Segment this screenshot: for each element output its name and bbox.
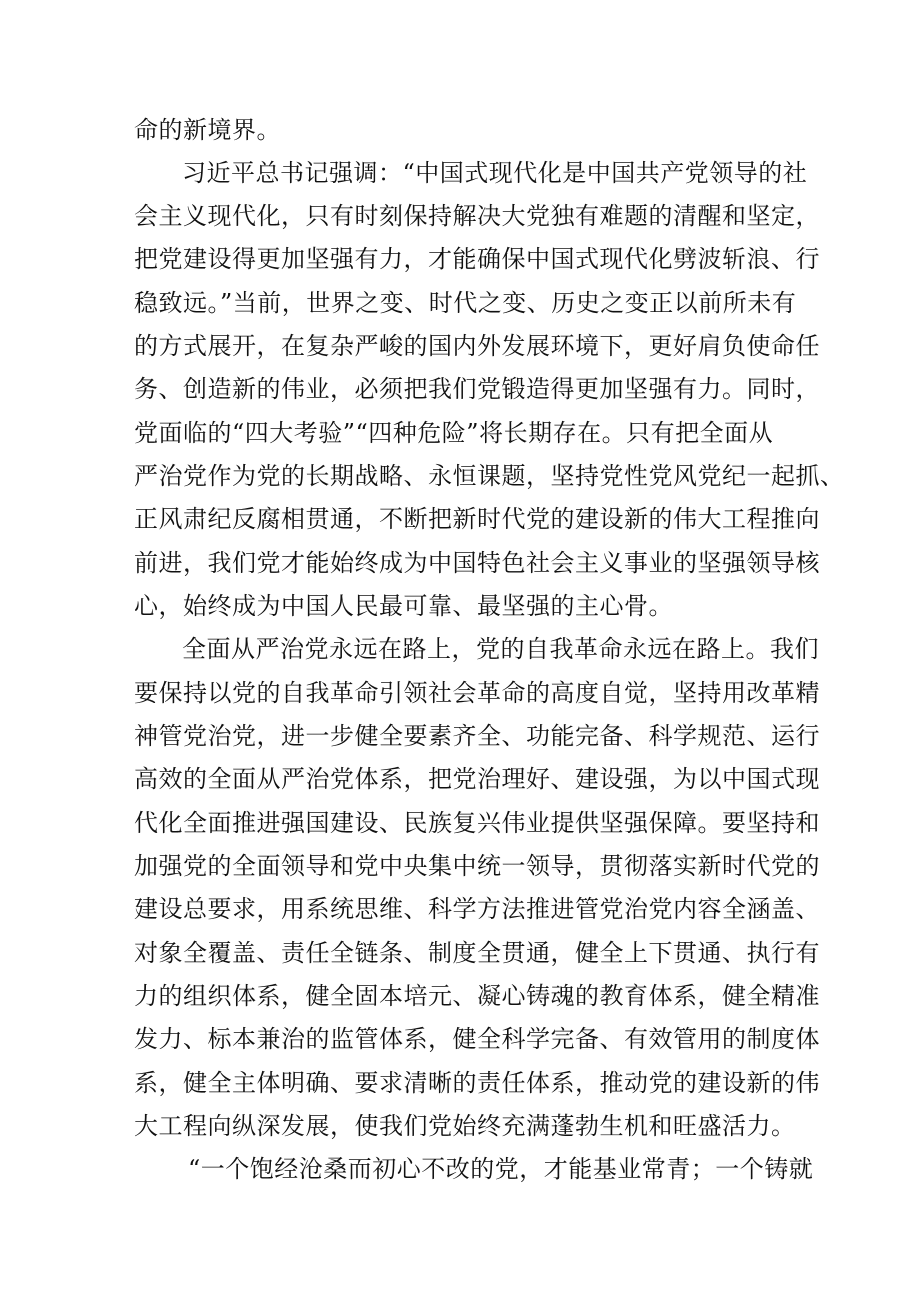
text-line: 把党建设得更加坚强有力，才能确保中国式现代化劈波斩浪、行 [134,245,820,273]
paragraph-start-line: 习近平总书记强调：“中国式现代化是中国共产党领导的社 [182,159,808,187]
text-line: 加强党的全面领导和党中央集中统一领导，贯彻落实新时代党的 [134,852,820,880]
text-line: 对象全覆盖、责任全链条、制度全贯通，健全上下贯通、执行有 [134,939,820,967]
text-line: 力的组织体系，健全固本培元、凝心铸魂的教育体系，健全精准 [134,982,820,1010]
text-line: 稳致远。”当前，世界之变、时代之变、历史之变正以前所未有 [134,289,797,317]
text-line: 正风肃纪反腐相贯通，不断把新时代党的建设新的伟大工程推向 [134,505,820,533]
text-line: 会主义现代化，只有时刻保持解决大党独有难题的清醒和坚定， [134,202,820,230]
text-line: 发力、标本兼治的监管体系，健全科学完备、有效管用的制度体 [134,1025,820,1053]
text-line: 务、创造新的伟业，必须把我们党锻造得更加坚强有力。同时， [134,375,820,403]
text-line: 党面临的“四大考验”“四种危险”将长期存在。只有把全面从 [134,419,774,447]
text-line: 神管党治党，进一步健全要素齐全、功能完备、科学规范、运行 [134,722,820,750]
text-line: 要保持以党的自我革命引领社会革命的高度自觉，坚持用改革精 [134,679,820,707]
text-line: 高效的全面从严治党体系，把党治理好、建设强，为以中国式现 [134,765,820,793]
paragraph-start-line: 全面从严治党永远在路上，党的自我革命永远在路上。我们 [182,635,819,663]
text-line: 命的新境界。 [134,116,281,144]
text-line: 的方式展开，在复杂严峻的国内外发展环境下，更好肩负使命任 [134,332,820,360]
text-line: 严治党作为党的长期战略、永恒课题，坚持党性党风党纪一起抓、 [134,462,845,490]
text-line: 代化全面推进强国建设、民族复兴伟业提供坚强保障。要坚持和 [134,809,820,837]
text-line: 心，始终成为中国人民最可靠、最坚强的主心骨。 [134,592,673,620]
text-line: 建设总要求，用系统思维、科学方法推进管党治党内容全涵盖、 [134,895,820,923]
paragraph-start-line: “一个饱经沧桑而初心不改的党，才能基业常青；一个铸就 [188,1155,814,1183]
text-line: 系，健全主体明确、要求清晰的责任体系，推动党的建设新的伟 [134,1069,820,1097]
text-line: 前进，我们党才能始终成为中国特色社会主义事业的坚强领导核 [134,549,820,577]
text-line: 大工程向纵深发展，使我们党始终充满蓬勃生机和旺盛活力。 [134,1112,796,1140]
